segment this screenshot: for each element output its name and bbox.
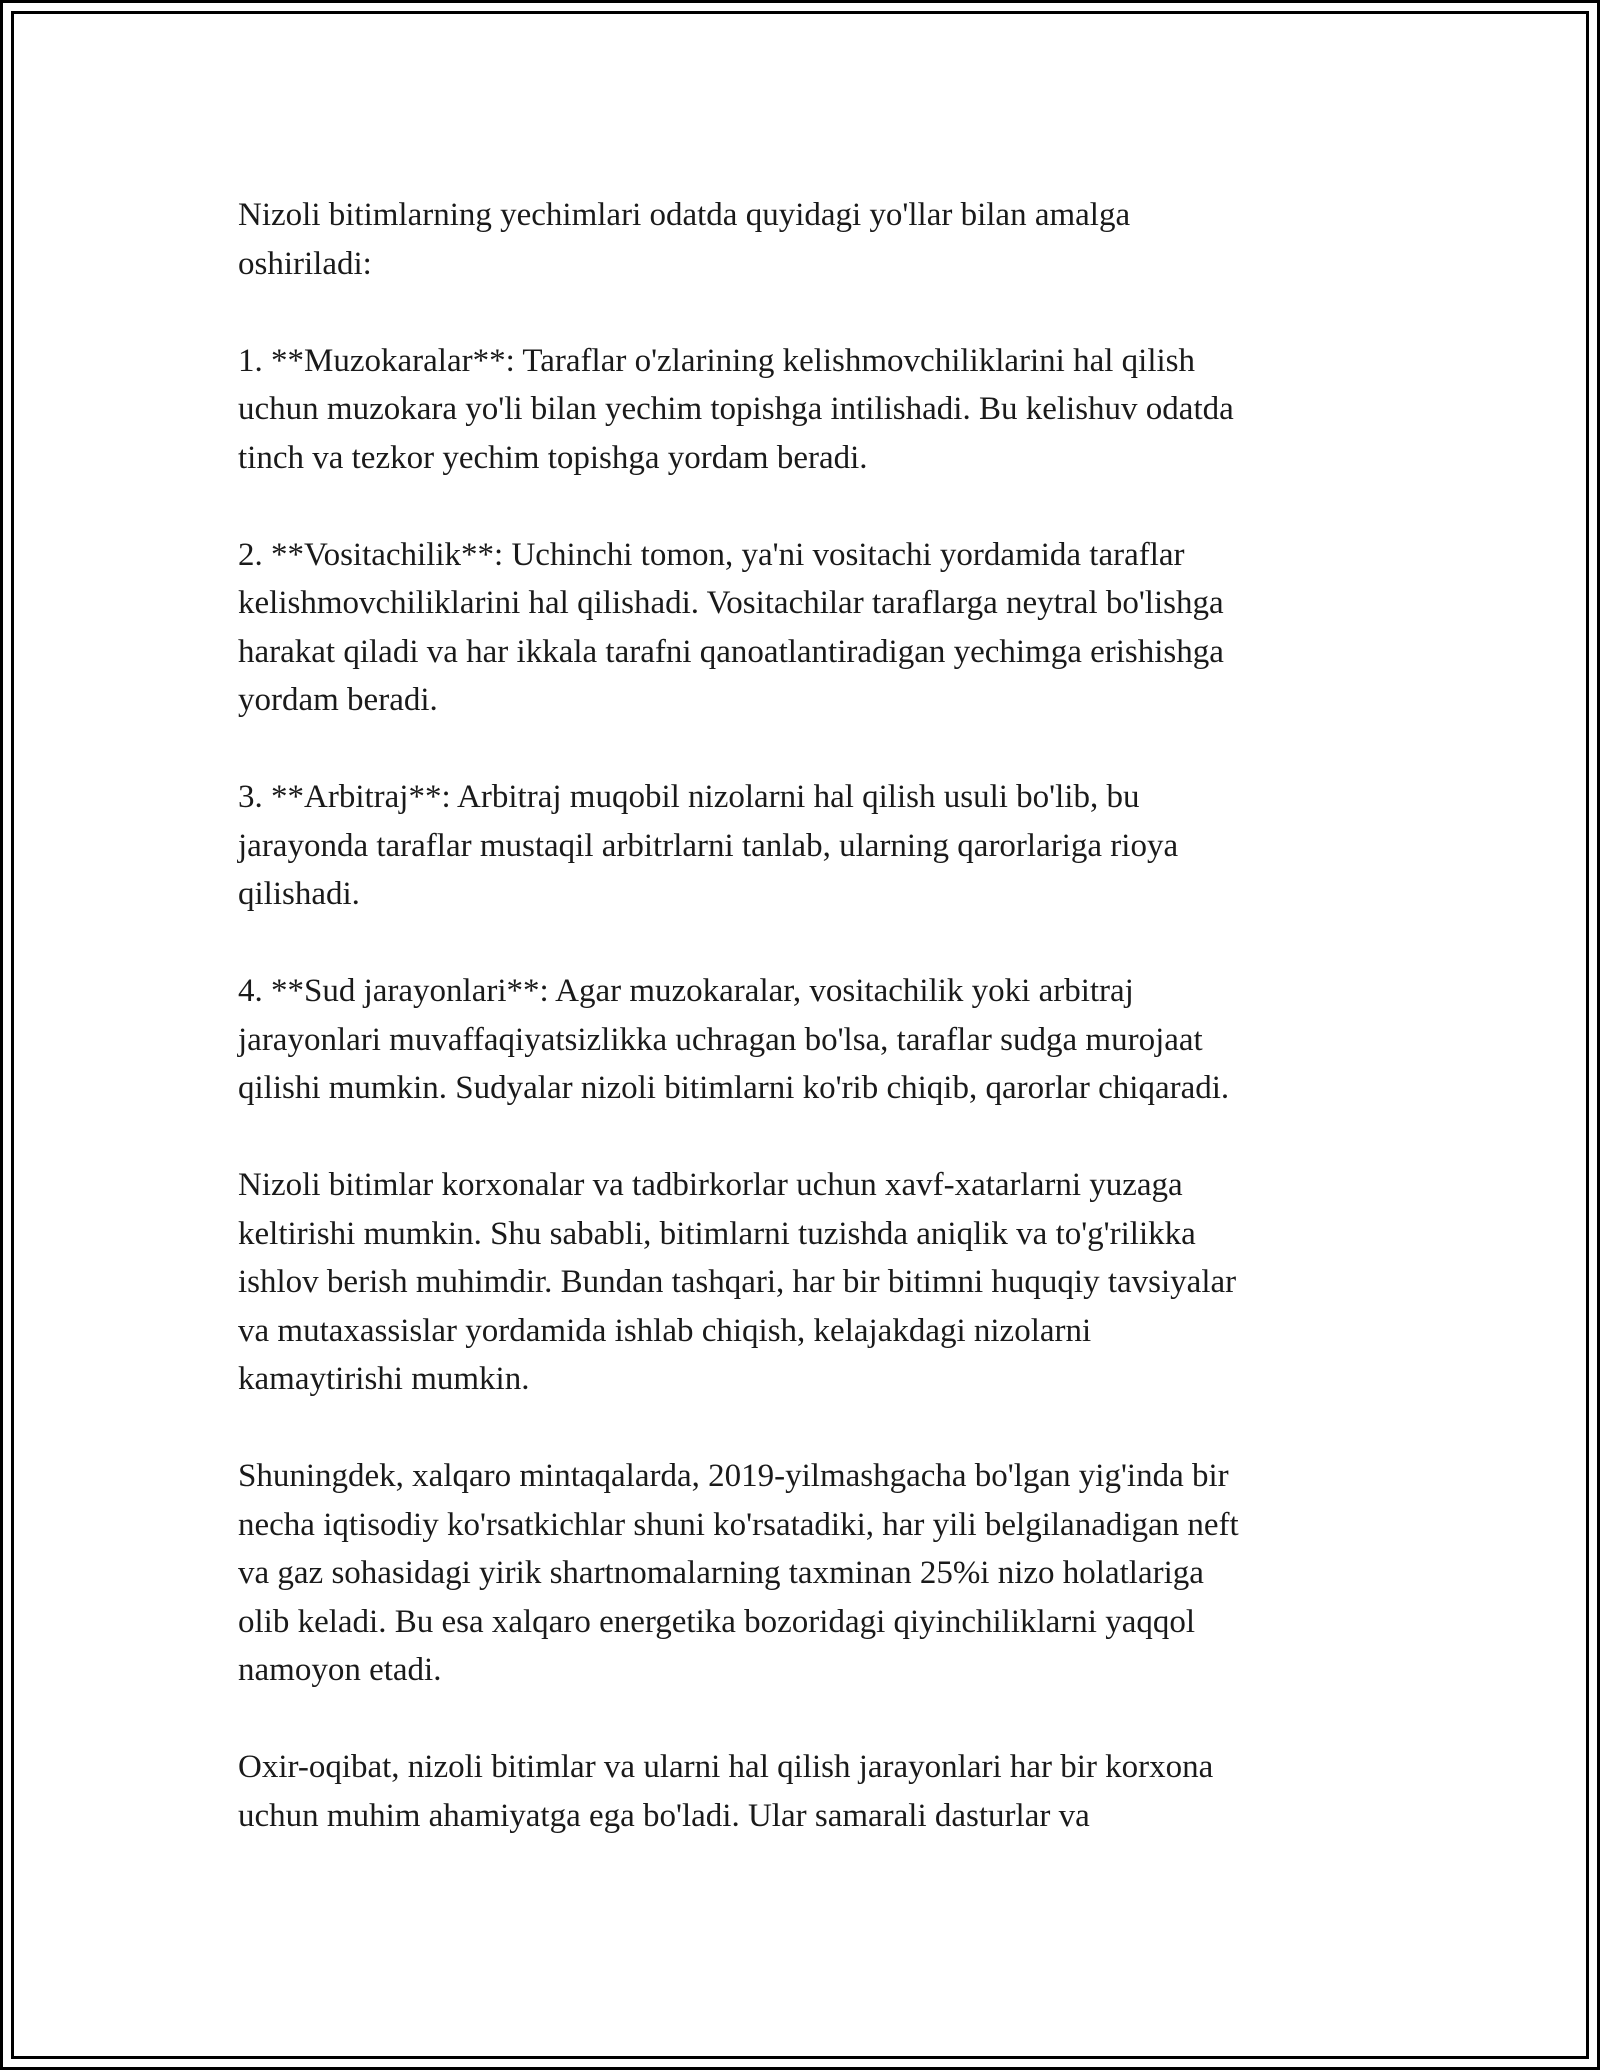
paragraph-intro: Nizoli bitimlarning yechimlari odatda quyidagi yo'llar bilan amalga oshiriladi: xyxy=(238,197,1131,282)
paragraph-international: Shuningdek, xalqaro mintaqalarda, 2019-yilmashgacha bo'lgan yig'inda bir necha iqtisodiy ko'rsatkichlar shuni ko'rsatadiki, har yili belgilanadigan neft va gaz sohasidagi yirik shartnomalarning taxminan 25%i nizo holatlariga olib keladi. Bu esa xalqaro energetika bozoridagi qiyinchiliklarni yaqqol namoyon etadi. xyxy=(238,1458,1239,1688)
paragraph-item-2-mediation: 2. **Vositachilik**: Uchinchi tomon, ya'ni vositachi yordamida taraflar kelishmovchiliklarini hal qilishadi. Vositachilar taraflarga neytral bo'lishga harakat qiladi va har ikkala tarafni qanoatlantiradigan yechimga erishishga yordam beradi. xyxy=(238,536,1224,718)
paragraph-item-1-negotiations: 1. **Muzokaralar**: Taraflar o'zlarining kelishmovchiliklarini hal qilish uchun muzokara yo'li bilan yechim topishga intilishadi. Bu kelishuv odatda tinch va tezkor yechim topishga yordam beradi. xyxy=(238,342,1234,476)
paragraph-conclusion: Oxir-oqibat, nizoli bitimlar va ularni hal qilish jarayonlari har bir korxona uchun muhim ahamiyatga ega bo'ladi. Ular samarali dasturlar va xyxy=(238,1749,1214,1834)
paragraph-item-4-court: 4. **Sud jarayonlari**: Agar muzokaralar, vositachilik yoki arbitraj jarayonlari muvaffaqiyatsizlikka uchragan bo'lsa, taraflar sudga murojaat qilishi mumkin. Sudyalar nizoli bitimlarni ko'rib chiqib, qarorlar chiqaradi. xyxy=(238,973,1230,1106)
paragraph-item-3-arbitration: 3. **Arbitraj**: Arbitraj muqobil nizolarni hal qilish usuli bo'lib, bu jarayonda taraflar mustaqil arbitrlarni tanlab, ularning qarorlariga rioya qilishadi. xyxy=(238,779,1179,912)
document-body xyxy=(238,191,1368,1840)
paragraph-risks: Nizoli bitimlar korxonalar va tadbirkorlar uchun xavf-xatarlarni yuzaga keltirishi mumkin. Shu sababli, bitimlarni tuzishda aniqlik va to'g'rilikka ishlov berish muhimdir. Bundan tashqari, har bir bitimni huquqiy tavsiyalar va mutaxassislar yordamida ishlab chiqish, kelajakdagi nizolarni kamaytirishi mumkin. xyxy=(238,1167,1237,1397)
